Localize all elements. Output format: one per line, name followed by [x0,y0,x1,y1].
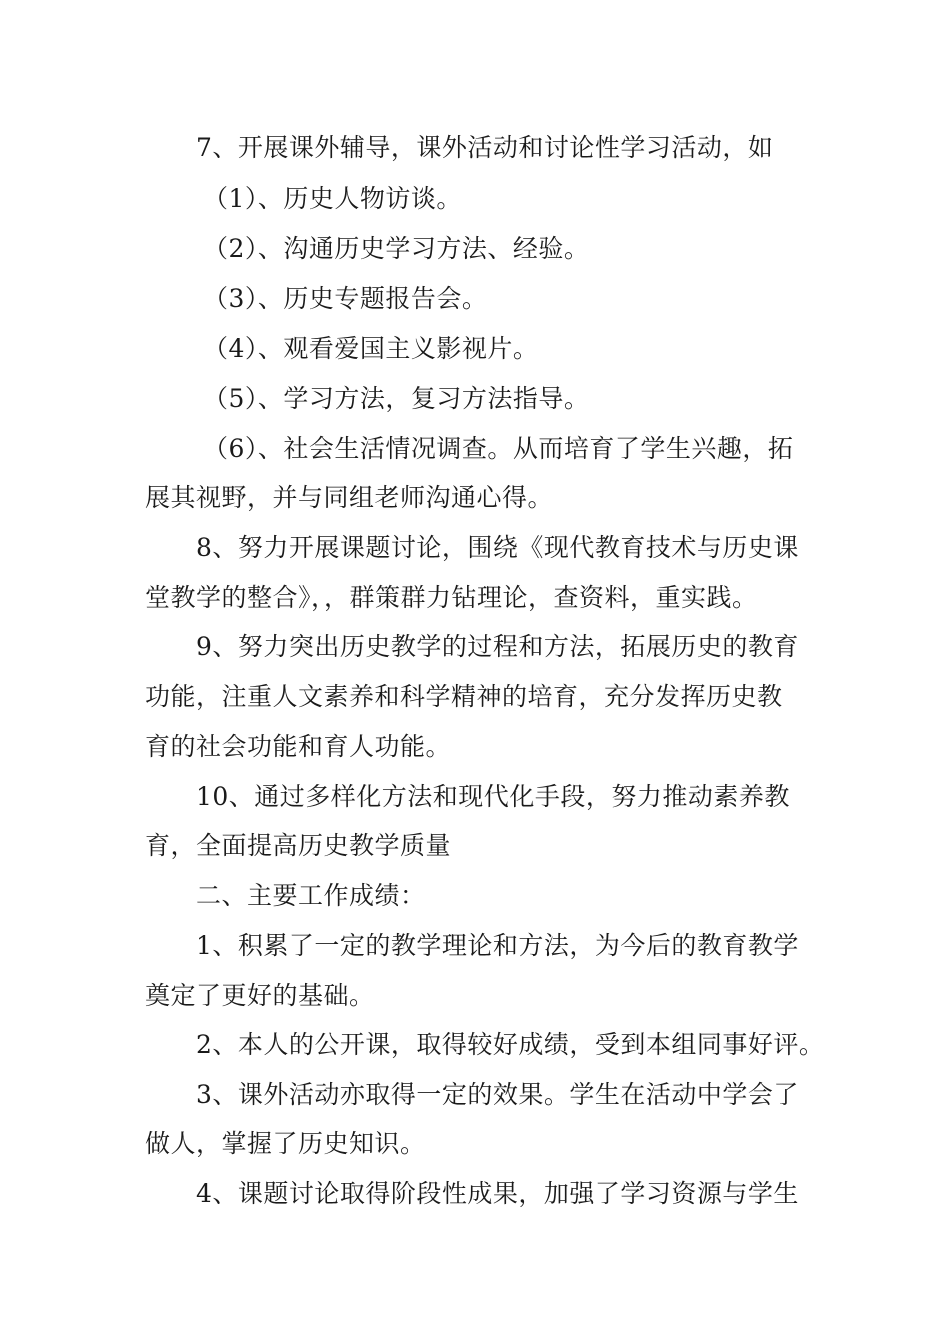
paragraph-item-9-line2: 功能，注重人文素养和科学精神的培育，充分发挥历史教 [145,682,783,711]
paragraph-achievement-1-line1: 1、积累了一定的教学理论和方法，为今后的教育教学 [196,931,799,960]
list-item-sub-6-line1: （6）、社会生活情况调查。从而培育了学生兴趣，拓 [203,434,794,463]
list-item-sub-2: （2）、沟通历史学习方法、经验。 [203,234,590,263]
paragraph-item-9-line3: 育的社会功能和育人功能。 [145,732,452,761]
paragraph-achievement-3-line1: 3、课外活动亦取得一定的效果。学生在活动中学会了 [196,1080,799,1109]
paragraph-achievement-3-line2: 做人，掌握了历史知识。 [145,1129,426,1158]
paragraph-item-8-line1: 8、努力开展课题讨论，围绕《现代教育技术与历史课 [196,533,799,562]
paragraph-item-10-line1: 10、通过多样化方法和现代化手段，努力推动素养教 [196,782,790,811]
paragraph-item-10-line2: 育，全面提高历史教学质量 [145,831,452,860]
paragraph-item-8-line2: 堂教学的整合》，，群策群力钻理论，查资料，重实践。 [145,583,758,612]
list-item-sub-6-line2: 展其视野，并与同组老师沟通心得。 [145,483,554,512]
list-item-sub-1: （1）、历史人物访谈。 [203,184,462,213]
list-item-sub-3: （3）、历史专题报告会。 [203,284,488,313]
paragraph-item-7: 7、开展课外辅导，课外活动和讨论性学习活动，如 [196,133,774,162]
paragraph-item-9-line1: 9、努力突出历史教学的过程和方法，拓展历史的教育 [196,632,799,661]
list-item-sub-5: （5）、学习方法，复习方法指导。 [203,384,590,413]
list-item-sub-4: （4）、观看爱国主义影视片。 [203,334,539,363]
section-heading-achievements: 二、主要工作成绩： [196,881,426,910]
paragraph-achievement-2: 2、本人的公开课，取得较好成绩，受到本组同事好评。 [196,1030,825,1059]
paragraph-achievement-4-line1: 4、课题讨论取得阶段性成果，加强了学习资源与学生 [196,1179,799,1208]
paragraph-achievement-1-line2: 奠定了更好的基础。 [145,981,375,1010]
